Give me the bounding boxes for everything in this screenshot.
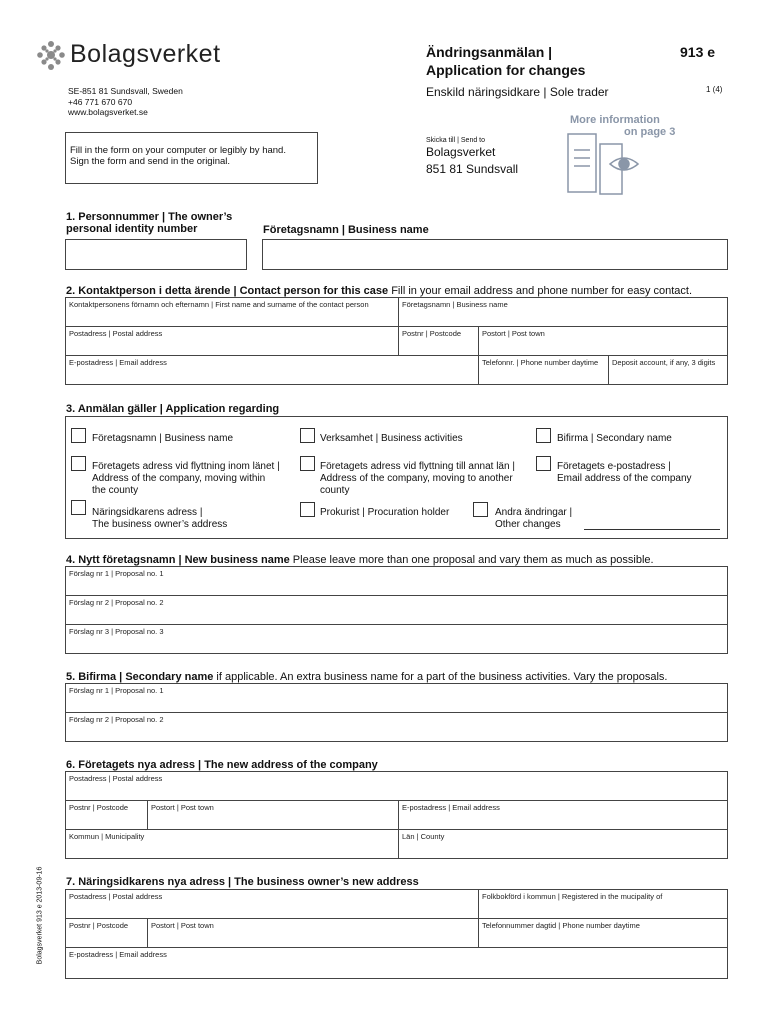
contact-phone-field[interactable]: [478, 355, 609, 385]
field-caption: Kontaktpersonens förnamn och efternamn | First name and surname of the contact person: [69, 300, 369, 309]
contact-postal-address-field[interactable]: [65, 326, 399, 356]
field-caption: Deposit account, if any, 3 digits: [612, 358, 716, 367]
option-label-line: Andra ändringar |: [495, 507, 573, 518]
contact-email-field[interactable]: [65, 355, 479, 385]
proposal-2-field[interactable]: [65, 595, 728, 625]
field-caption: Postnr | Postcode: [402, 329, 462, 338]
section4-title: [66, 554, 654, 566]
field-caption: Postnr | Postcode: [69, 803, 129, 812]
option-label: [320, 461, 515, 497]
field-caption: Postnr | Postcode: [69, 921, 129, 930]
other-changes-line[interactable]: [584, 529, 720, 530]
company-municipality-field[interactable]: [65, 829, 399, 859]
address-block: [68, 86, 183, 118]
phone-line: +46 771 670 670: [68, 96, 133, 107]
field-caption: E-postadress | Email address: [402, 803, 500, 812]
document-eye-icon: [564, 130, 674, 202]
option-label-line: The business owner’s address: [92, 519, 228, 530]
section5-title: [66, 671, 667, 683]
business-name-label: Företagsnamn | Business name: [263, 224, 429, 236]
more-info-graphic: [564, 114, 674, 204]
checkbox-company-email[interactable]: [536, 456, 551, 471]
field-caption: Förslag nr 1 | Proposal no. 1: [69, 569, 164, 578]
option-label-line: Address of the company, moving to another: [320, 473, 513, 484]
option-label: [92, 507, 227, 531]
field-caption: Postort | Post town: [151, 803, 214, 812]
personal-id-field[interactable]: [65, 239, 247, 270]
field-caption: Postadress | Postal address: [69, 329, 163, 338]
field-caption: Postort | Post town: [482, 329, 545, 338]
company-postcode-field[interactable]: [65, 800, 148, 830]
option-label: [557, 461, 692, 485]
option-label-line: Other changes: [495, 519, 561, 530]
contact-post-town-field[interactable]: [478, 326, 728, 356]
field-caption: Telefonnr. | Phone number daytime: [482, 358, 599, 367]
section5-hint: if applicable. An extra business name for a part of the business activities. Vary the proposals.: [213, 671, 668, 683]
owner-post-town-field[interactable]: [147, 918, 479, 948]
field-caption: E-postadress | Email address: [69, 358, 167, 367]
section7-title: 7. Näringsidkarens nya adress | The business owner’s new address: [66, 876, 419, 888]
send-to-city: 851 81 Sundsvall: [426, 162, 519, 176]
owner-registered-municipality-field[interactable]: [478, 889, 728, 919]
page-indicator: 1 (4): [706, 85, 723, 94]
checkbox-move-within-county[interactable]: [71, 456, 86, 471]
form-subtitle: Enskild näringsidkare | Sole trader: [426, 85, 609, 99]
checkbox-activities[interactable]: [300, 428, 315, 443]
field-caption: Postort | Post town: [151, 921, 214, 930]
owner-phone-field[interactable]: [478, 918, 728, 948]
owner-email-field[interactable]: [65, 947, 728, 979]
website-line: www.bolagsverket.se: [68, 107, 148, 117]
field-caption: Förslag nr 3 | Proposal no. 3: [69, 627, 164, 636]
logo-text: Bolagsverket: [70, 40, 221, 68]
option-label-line: Address of the company, moving within: [92, 473, 266, 484]
logo-mark-icon: [36, 40, 66, 72]
section4-title-text: 4. Nytt företagsnamn | New business name: [66, 554, 290, 566]
option-label-line: Email address of the company: [557, 473, 692, 484]
company-county-field[interactable]: [398, 829, 728, 859]
form-title-sv: Ändringsanmälan |: [426, 44, 553, 60]
section2-title: [66, 285, 692, 297]
option-label: Företagsnamn | Business name: [92, 433, 234, 444]
option-label: [92, 461, 280, 497]
checkbox-other-changes[interactable]: [473, 502, 488, 517]
secondary-proposal-2-field[interactable]: [65, 712, 728, 742]
checkbox-procuration-holder[interactable]: [300, 502, 315, 517]
instructions-line: Sign the form and send in the original.: [70, 156, 231, 167]
field-caption: Län | County: [402, 832, 445, 841]
form-number: 913 e: [680, 44, 716, 60]
send-to-caption: Skicka till | Send to: [426, 137, 486, 144]
contact-name-field[interactable]: [65, 297, 399, 327]
section1-title: [66, 211, 232, 235]
proposal-1-field[interactable]: [65, 566, 728, 596]
business-name-field[interactable]: [262, 239, 728, 270]
field-caption: Postadress | Postal address: [69, 892, 163, 901]
field-caption: Förslag nr 1 | Proposal no. 1: [69, 686, 164, 695]
section2-title-text: 2. Kontaktperson i detta ärende | Contact person for this case: [66, 285, 389, 297]
company-email-field[interactable]: [398, 800, 728, 830]
secondary-proposal-1-field[interactable]: [65, 683, 728, 713]
section1-title-line: 1. Personnummer | The owner’s: [66, 211, 233, 223]
field-caption: Företagsnamn | Business name: [402, 300, 508, 309]
section1-title-line: personal identity number: [66, 223, 198, 235]
option-label: Prokurist | Procuration holder: [320, 507, 450, 518]
option-label: [495, 507, 572, 531]
option-label-line: Näringsidkarens adress |: [92, 507, 203, 518]
field-caption: Folkbokförd i kommun | Registered in the mucipality of: [482, 892, 663, 901]
field-caption: Förslag nr 2 | Proposal no. 2: [69, 598, 164, 607]
company-postal-address-field[interactable]: [65, 771, 728, 801]
field-caption: Förslag nr 2 | Proposal no. 2: [69, 715, 164, 724]
deposit-account-field[interactable]: [608, 355, 728, 385]
form-title-en: Application for changes: [426, 62, 586, 78]
section3-title: 3. Anmälan gäller | Application regarding: [66, 403, 280, 415]
side-form-reference: Bolagsverket 913 e 2013-09-16: [36, 866, 44, 965]
section5-title-text: 5. Bifirma | Secondary name: [66, 671, 214, 683]
option-label-line: the county: [92, 485, 139, 496]
field-caption: Postadress | Postal address: [69, 774, 163, 783]
more-info-text: on page 3: [624, 126, 676, 138]
section2-hint: Fill in your email address and phone number for easy contact.: [388, 285, 693, 297]
field-caption: Kommun | Municipality: [69, 832, 145, 841]
checkbox-secondary-name[interactable]: [536, 428, 551, 443]
field-caption: Telefonnummer dagtid | Phone number daytime: [482, 921, 640, 930]
contact-postcode-field[interactable]: [398, 326, 479, 356]
logo: [36, 40, 236, 72]
option-label-line: Företagets adress vid flyttning inom länet |: [92, 461, 280, 472]
option-label: Verksamhet | Business activities: [320, 433, 463, 444]
field-caption: E-postadress | Email address: [69, 950, 167, 959]
option-label: Bifirma | Secondary name: [557, 433, 672, 444]
option-label-line: county: [320, 485, 350, 496]
section4-hint: Please leave more than one proposal and vary them as much as possible.: [289, 554, 654, 566]
instructions-box: [65, 132, 318, 184]
send-to-name: Bolagsverket: [426, 145, 496, 159]
proposal-3-field[interactable]: [65, 624, 728, 654]
instructions-line: Fill in the form on your computer or legibly by hand.: [70, 145, 286, 156]
contact-business-name-field[interactable]: [398, 297, 728, 327]
checkbox-business-name[interactable]: [71, 428, 86, 443]
address-line: SE-851 81 Sundsvall, Sweden: [68, 86, 183, 96]
checkbox-move-other-county[interactable]: [300, 456, 315, 471]
checkbox-owner-address[interactable]: [71, 500, 86, 515]
option-label-line: Företagets e-postadress |: [557, 461, 671, 472]
company-post-town-field[interactable]: [147, 800, 399, 830]
more-info-text: More information: [570, 114, 660, 126]
owner-postcode-field[interactable]: [65, 918, 148, 948]
option-label-line: Företagets adress vid flyttning till annat län |: [320, 461, 515, 472]
owner-postal-address-field[interactable]: [65, 889, 479, 919]
section6-title: 6. Företagets nya adress | The new address of the company: [66, 759, 378, 771]
